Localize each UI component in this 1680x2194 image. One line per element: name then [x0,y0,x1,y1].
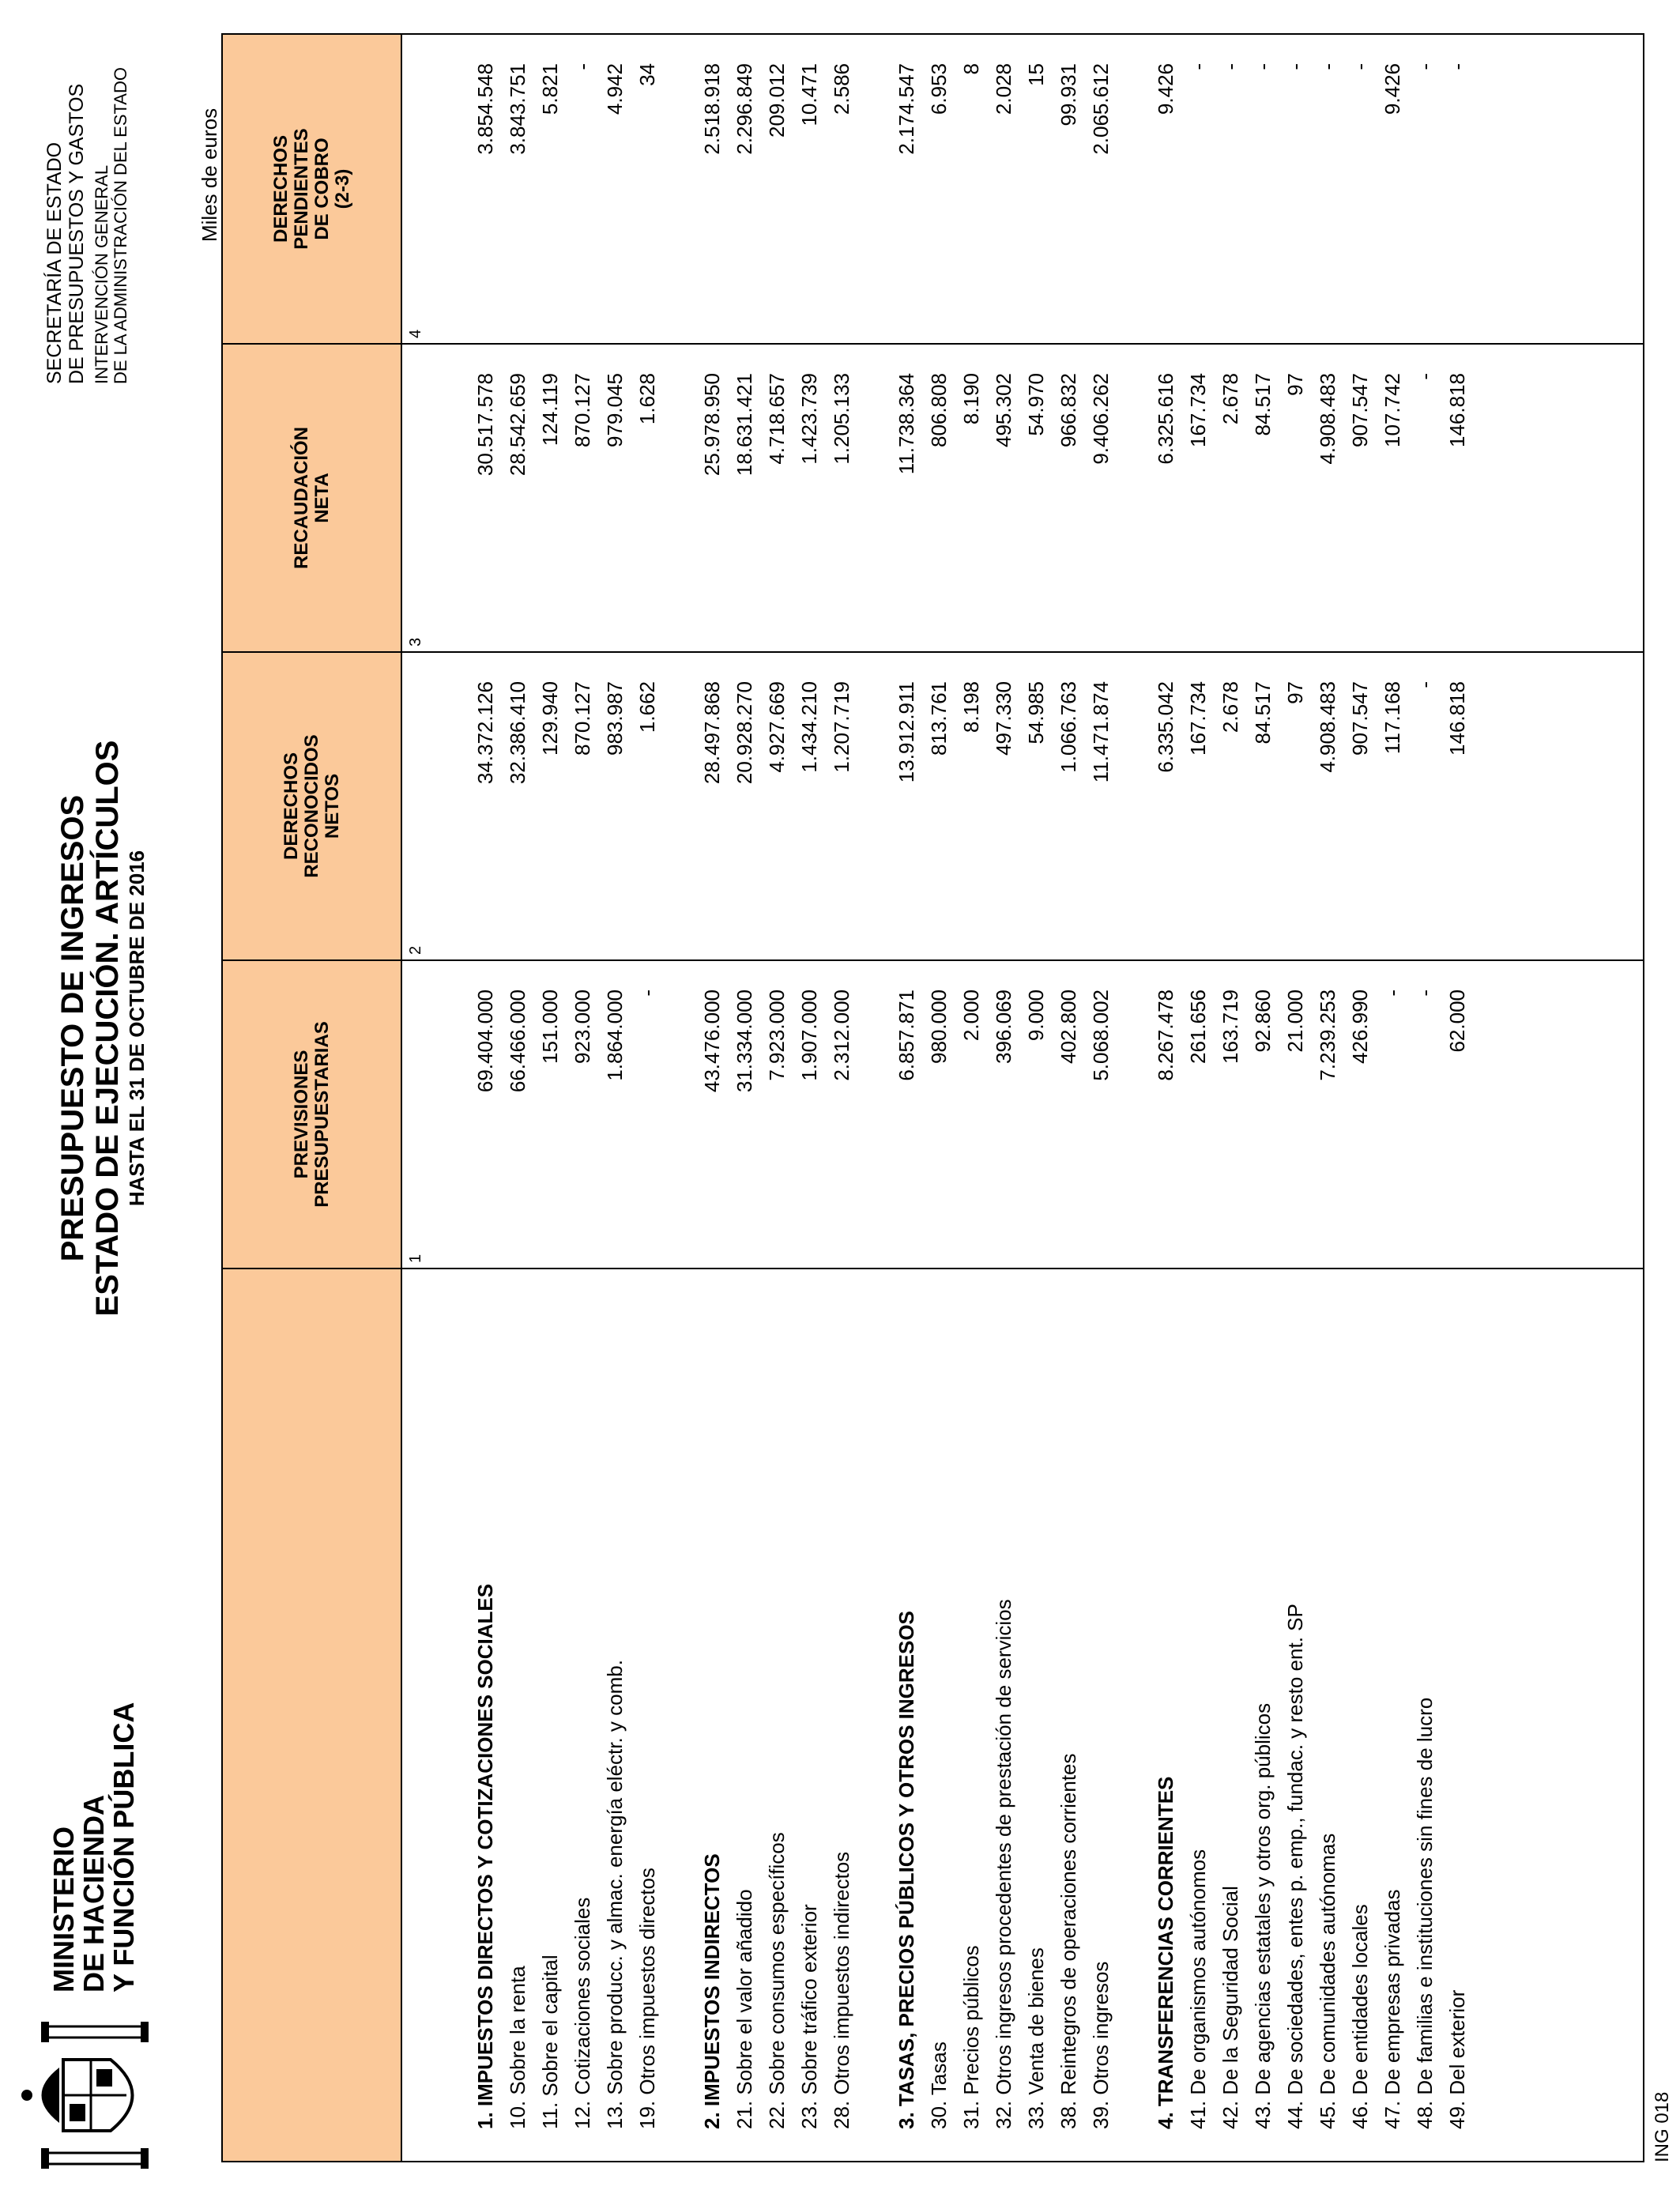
units-label: Miles de euros [198,107,221,242]
row-value: - [1186,63,1210,70]
row-value: 84.517 [1251,373,1275,436]
row-value: 13.912.911 [895,681,918,783]
row-value: 31.334.000 [733,990,756,1093]
row-value: 2.174.547 [895,63,918,155]
row-gap [858,35,891,343]
row-value: 1.434.210 [797,681,821,773]
row-label: 11. Sobre el capital [538,1955,562,2129]
row-value: - [635,990,659,997]
row-value: 907.547 [1348,373,1372,447]
header-text: DE COBRO [311,138,333,240]
row-gap [664,653,696,959]
section-label: 3. TASAS, PRECIOS PÚBLICOS Y OTROS INGRESOS [895,1611,918,2129]
row-value: 5.821 [538,63,562,115]
row-value: 15 [1024,63,1048,86]
header-text: (2-3) [331,168,353,209]
header-derechos-reconocidos [222,652,401,960]
row-label: 47. De empresas privadas [1381,1889,1404,2129]
row-value: 813.761 [927,681,951,756]
row-value: - [1413,681,1437,688]
document-title [55,653,149,1404]
table-header-row [222,34,401,2162]
row-value: 163.719 [1219,990,1242,1064]
row-value: - [1283,63,1307,70]
title-line-3: HASTA EL 31 DE OCTUBRE DE 2016 [125,850,149,1207]
header-text: NETOS [321,773,343,839]
row-value: 1.207.719 [830,681,853,773]
row-value: 9.426 [1381,63,1404,115]
row-label: 46. De entidades locales [1348,1904,1372,2129]
row-value: 870.127 [571,373,594,447]
row-value: 146.818 [1445,681,1469,756]
row-value: 1.907.000 [797,990,821,1081]
row-value: 980.000 [927,990,951,1064]
row-value: - [1445,63,1469,70]
row-value: 2.518.918 [700,63,724,155]
title-line-1: PRESUPUESTO DE INGRESOS [55,794,90,1262]
ministry-name [49,1702,139,1992]
row-value: 28.542.659 [506,373,529,477]
row-label: 41. De organismos autónomos [1186,1849,1210,2129]
row-label: 38. Reintegros de operaciones corrientes [1057,1753,1080,2129]
row-label: 28. Otros impuestos indirectos [830,1851,853,2129]
row-gap [1117,1269,1150,2161]
row-value: - [1316,63,1339,70]
row-value: - [1381,990,1404,997]
derechos-pendientes-column [401,34,1644,344]
row-label: 32. Otros ingresos procedentes de prestación de servicios [992,1599,1015,2129]
previsiones-column [401,960,1644,1269]
row-value: 2.312.000 [830,990,853,1081]
document-code: ING 018 [1652,2091,1673,2162]
row-value: 10.471 [797,63,821,126]
row-value: 62.000 [1445,990,1469,1053]
row-gap [1117,961,1150,1268]
recaudacion-column [401,344,1644,652]
issuer-line: SECRETARÍA DE ESTADO [43,141,66,384]
row-label: 49. Del exterior [1445,1989,1469,2129]
row-value: 966.832 [1057,373,1080,447]
row-gap [664,1269,696,2161]
row-value: 495.302 [992,373,1015,447]
row-value: 396.069 [992,990,1015,1064]
row-gap [858,1269,891,2161]
row-label: 48. De familias e instituciones sin fines de lucro [1413,1697,1437,2129]
header-derechos-pendientes [222,34,401,344]
row-value: 497.330 [992,681,1015,756]
row-value: - [1413,990,1437,997]
row-value: 97 [1283,373,1307,396]
row-value: 32.386.410 [506,681,529,785]
row-value: 34.372.126 [473,681,497,785]
row-value: 4.718.657 [765,373,789,465]
column-number: 1 [407,1253,424,1263]
row-value: 6.953 [927,63,951,115]
column-number: 3 [407,637,424,647]
row-value: 124.119 [538,373,562,447]
row-value: 4.908.483 [1316,373,1339,465]
row-value: 4.908.483 [1316,681,1339,773]
row-value: - [1413,63,1437,70]
header-text: NETA [311,473,333,523]
concept-column [401,1269,1644,2162]
issuer-block [43,67,130,384]
row-gap [858,345,891,651]
row-value: 69.404.000 [473,990,497,1093]
row-value: 1.423.739 [797,373,821,465]
row-value: 1.628 [635,373,659,425]
title-line-2: ESTADO DE EJECUCIÓN. ARTÍCULOS [90,740,125,1317]
row-value: 806.808 [927,373,951,447]
row-value: - [1348,63,1372,70]
row-value: 907.547 [1348,681,1372,756]
row-value: 1.662 [635,681,659,733]
row-value: 2.028 [992,63,1015,115]
issuer-line: INTERVENCIÓN GENERAL [92,164,111,384]
row-gap [1117,653,1150,959]
row-label: 45. De comunidades autónomas [1316,1833,1339,2129]
row-value: 923.000 [571,990,594,1064]
row-value: 129.940 [538,681,562,756]
row-value: - [1251,63,1275,70]
row-value: 426.990 [1348,990,1372,1064]
row-value: 6.335.042 [1154,681,1177,773]
row-value: 1.066.763 [1057,681,1080,773]
row-value: 6.325.616 [1154,373,1177,465]
header-text: DERECHOS [269,134,292,243]
row-label: 33. Venta de bienes [1024,1947,1048,2129]
row-label: 43. De agencias estatales y otros org. públicos [1251,1702,1275,2129]
header-previsiones [222,960,401,1269]
header-text: PREVISIONES [290,1050,312,1179]
row-value: 20.928.270 [733,681,756,785]
row-value: 3.854.548 [473,63,497,155]
row-value: 21.000 [1283,990,1307,1053]
row-gap [858,653,891,959]
row-gap [664,961,696,1268]
section-label: 1. IMPUESTOS DIRECTOS Y COTIZACIONES SOCIALES [473,1583,497,2129]
row-value: - [1219,63,1242,70]
row-value: 11.738.364 [895,373,918,475]
row-value: 167.734 [1186,373,1210,447]
row-value: 8 [959,63,983,75]
budget-table [221,33,1644,2162]
row-value: 2.678 [1219,681,1242,733]
row-value: - [571,63,594,70]
row-value: 11.471.874 [1089,681,1113,783]
row-value: 2.586 [830,63,853,115]
row-label: 19. Otros impuestos directos [635,1868,659,2129]
row-value: 167.734 [1186,681,1210,756]
row-label: 31. Precios públicos [959,1945,983,2129]
issuer-line: DE LA ADMINISTRACIÓN DEL ESTADO [111,67,130,384]
header-text: RECONOCIDOS [300,734,322,878]
row-value: 151.000 [538,990,562,1064]
row-value: 54.970 [1024,373,1048,436]
row-gap [664,345,696,651]
row-gap [664,35,696,343]
section-label: 4. TRANSFERENCIAS CORRIENTES [1154,1776,1177,2129]
header-text: PRESUPUESTARIAS [311,1021,333,1208]
row-value: 9.406.262 [1089,373,1113,465]
row-value: 2.678 [1219,373,1242,425]
row-gap [1117,35,1150,343]
row-value: 28.497.868 [700,681,724,785]
row-value: 261.656 [1186,990,1210,1064]
header-text: PENDIENTES [290,128,312,250]
header-recaudacion [222,344,401,652]
row-value: 66.466.000 [506,990,529,1093]
row-value: 4.927.669 [765,681,789,773]
column-number: 2 [407,945,424,955]
row-value: 979.045 [603,373,627,447]
row-gap [858,961,891,1268]
row-value: 2.296.849 [733,63,756,155]
row-value: 2.065.612 [1089,63,1113,155]
row-value: 2.000 [959,990,983,1042]
row-value: 5.068.002 [1089,990,1113,1081]
row-value: 146.818 [1445,373,1469,447]
row-value: 9.426 [1154,63,1177,115]
row-label: 42. De la Seguridad Social [1219,1886,1242,2129]
row-value: 34 [635,63,659,86]
row-value: 870.127 [571,681,594,756]
row-value: 8.190 [959,373,983,425]
row-value: 107.742 [1381,373,1404,447]
derechos-reconocidos-column [401,652,1644,960]
header-text: DERECHOS [280,752,302,861]
row-value: 209.012 [765,63,789,138]
row-value: 8.198 [959,681,983,733]
row-value: 97 [1283,681,1307,704]
row-value: 43.476.000 [700,990,724,1093]
row-value: 3.843.751 [506,63,529,155]
row-value: 99.931 [1057,63,1080,126]
row-label: 13. Sobre producc. y almac. energía eléctr. y comb. [603,1660,627,2129]
header-text: RECAUDACIÓN [290,427,312,569]
ministry-line: MINISTERIO [47,1826,80,1992]
row-value: 8.267.478 [1154,990,1177,1081]
coat-of-arms-icon [16,2012,162,2178]
row-value: 6.857.871 [895,990,918,1081]
row-label: 30. Tasas [927,2041,951,2129]
row-label: 12. Cotizaciones sociales [571,1897,594,2129]
row-value: 7.923.000 [765,990,789,1081]
row-label: 23. Sobre tráfico exterior [797,1904,821,2129]
issuer-line: DE PRESUPUESTOS Y GASTOS [66,83,88,384]
row-value: - [1413,373,1437,380]
ministry-line: DE HACIENDA [77,1794,110,1992]
row-label: 39. Otros ingresos [1089,1961,1113,2129]
row-value: 92.860 [1251,990,1275,1053]
row-value: 84.517 [1251,681,1275,745]
row-value: 402.800 [1057,990,1080,1064]
row-value: 7.239.253 [1316,990,1339,1081]
row-value: 54.985 [1024,681,1048,745]
row-value: 18.631.421 [733,373,756,477]
row-value: 25.978.950 [700,373,724,477]
header-concept [222,1269,401,2162]
row-value: 117.168 [1381,681,1404,755]
row-value: 4.942 [603,63,627,115]
row-value: 983.987 [603,681,627,756]
row-label: 10. Sobre la renta [506,1966,529,2129]
row-gap [1117,345,1150,651]
row-label: 22. Sobre consumos específicos [765,1832,789,2129]
row-value: 9.000 [1024,990,1048,1042]
table-body [401,34,1644,2162]
row-value: 1.205.133 [830,373,853,465]
column-number: 4 [407,329,424,338]
row-value: 30.517.578 [473,373,497,477]
row-label: 21. Sobre el valor añadido [733,1889,756,2129]
row-label: 44. De sociedades, entes p. emp., fundac. y resto ent. SP [1283,1604,1307,2129]
ministry-line: Y FUNCIÓN PÚBLICA [107,1702,140,1992]
row-value: 1.864.000 [603,990,627,1081]
section-label: 2. IMPUESTOS INDIRECTOS [700,1853,724,2129]
